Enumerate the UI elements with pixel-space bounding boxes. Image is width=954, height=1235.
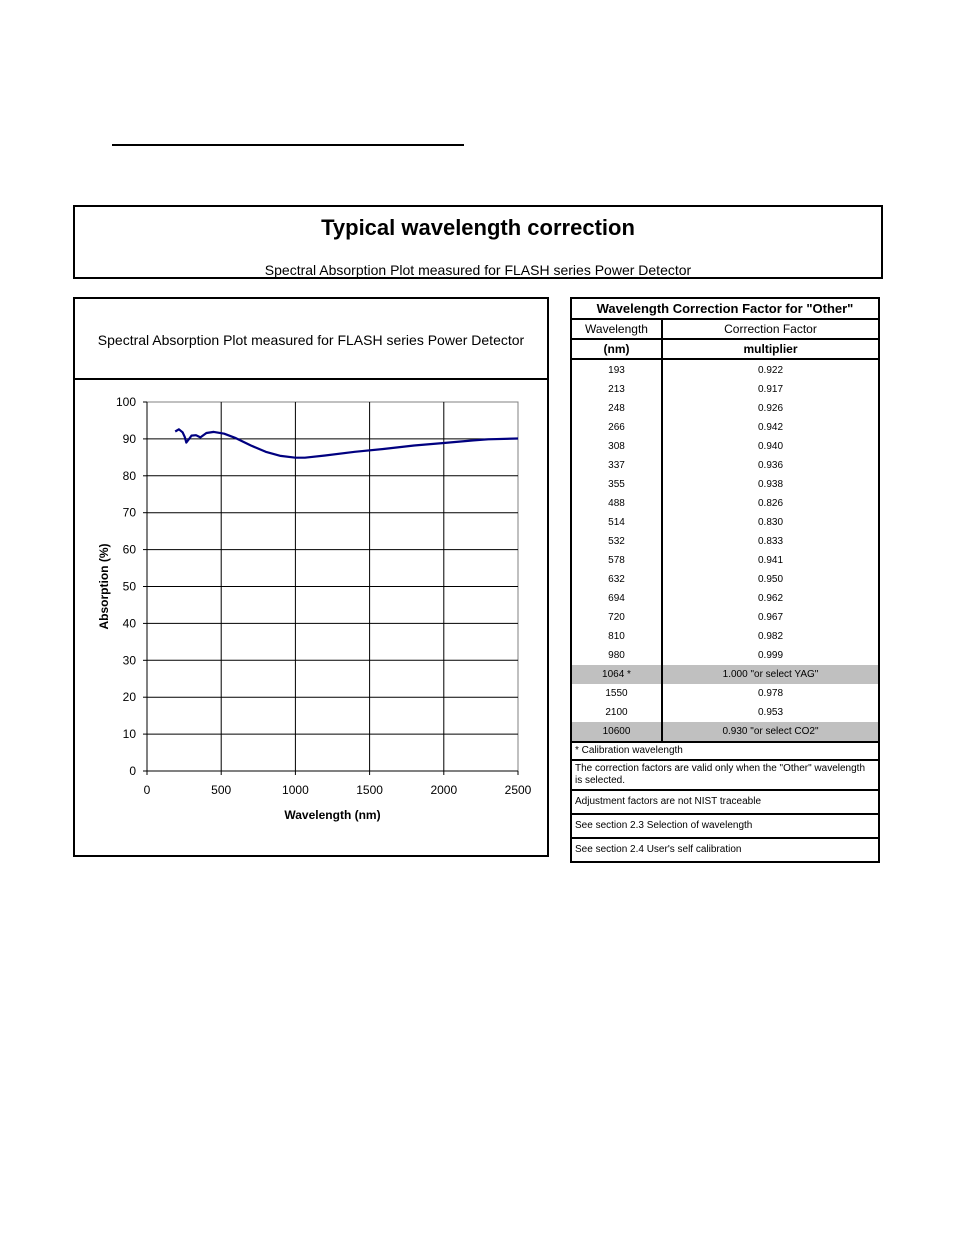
y-tick-label: 80 <box>122 468 136 483</box>
x-tick-label: 2000 <box>430 783 458 797</box>
note-row <box>571 742 879 760</box>
y-tick-label: 10 <box>122 727 136 742</box>
wavelength-cell: 213 <box>571 380 662 399</box>
table-row <box>571 380 879 399</box>
wavelength-cell: 10600 <box>571 722 662 742</box>
factor-cell: 0.982 <box>662 627 879 646</box>
note-row <box>571 790 879 814</box>
y-tick-label: 30 <box>122 653 136 668</box>
wavelength-cell: 514 <box>571 513 662 532</box>
factor-cell: 0.940 <box>662 437 879 456</box>
wavelength-cell: 532 <box>571 532 662 551</box>
table-row <box>571 570 879 589</box>
table-note: See section 2.4 User's self calibration <box>571 838 879 862</box>
table-row <box>571 437 879 456</box>
wavelength-unit: (nm) <box>571 339 662 359</box>
note-row <box>571 760 879 790</box>
x-tick-label: 500 <box>211 783 232 797</box>
table-row <box>571 627 879 646</box>
factor-cell: 0.999 <box>662 646 879 665</box>
table-row <box>571 665 879 684</box>
factor-cell: 0.942 <box>662 418 879 437</box>
factor-cell: 0.967 <box>662 608 879 627</box>
factor-cell: 0.938 <box>662 475 879 494</box>
factor-cell: 0.922 <box>662 359 879 380</box>
absorption-chart <box>75 299 547 855</box>
y-axis-label: Absorption (%) <box>97 543 111 630</box>
y-tick-label: 60 <box>122 542 136 557</box>
correction-factor-table <box>570 297 880 863</box>
table-row <box>571 589 879 608</box>
x-tick-label: 0 <box>143 783 151 797</box>
note-row <box>571 814 879 838</box>
x-tick-label: 1500 <box>356 783 383 797</box>
correction-factor-unit: multiplier <box>662 339 879 359</box>
table-row <box>571 456 879 475</box>
table-row <box>571 551 879 570</box>
header-box <box>73 205 883 279</box>
factor-cell: 0.950 <box>662 570 879 589</box>
factor-cell: 0.830 <box>662 513 879 532</box>
table-row <box>571 418 879 437</box>
page-subtitle: Spectral Absorption Plot measured for FLASH series Power Detector <box>264 262 692 278</box>
wavelength-cell: 248 <box>571 399 662 418</box>
chart-heading-text: Spectral Absorption Plot measured for FLASH series Power Detector <box>97 332 525 348</box>
y-tick-label: 20 <box>122 690 136 705</box>
y-tick-label: 40 <box>122 616 136 631</box>
factor-cell: 0.941 <box>662 551 879 570</box>
table-note: * Calibration wavelength <box>571 742 879 760</box>
factor-cell: 1.000 "or select YAG" <box>662 665 879 684</box>
y-tick-label: 0 <box>129 764 136 778</box>
wavelength-cell: 980 <box>571 646 662 665</box>
x-tick-label: 2500 <box>504 783 532 797</box>
factor-cell: 0.926 <box>662 399 879 418</box>
correction-factor-header: Correction Factor <box>662 319 879 339</box>
wavelength-cell: 2100 <box>571 703 662 722</box>
wavelength-cell: 1550 <box>571 684 662 703</box>
table-row <box>571 513 879 532</box>
y-tick-label: 70 <box>122 505 136 520</box>
x-axis-label: Wavelength (nm) <box>284 808 381 822</box>
table-row <box>571 684 879 703</box>
wavelength-header: Wavelength <box>571 319 662 339</box>
table-note: Adjustment factors are not NIST traceable <box>571 790 879 814</box>
wavelength-cell: 355 <box>571 475 662 494</box>
wavelength-cell: 810 <box>571 627 662 646</box>
table-row <box>571 475 879 494</box>
y-tick-label: 50 <box>122 579 136 594</box>
table-row <box>571 399 879 418</box>
factor-cell: 0.833 <box>662 532 879 551</box>
wavelength-cell: 488 <box>571 494 662 513</box>
table-row <box>571 703 879 722</box>
wavelength-cell: 266 <box>571 418 662 437</box>
wavelength-cell: 578 <box>571 551 662 570</box>
page-title: Typical wavelength correction <box>321 215 635 240</box>
factor-cell: 0.962 <box>662 589 879 608</box>
table-row <box>571 722 879 742</box>
wavelength-cell: 632 <box>571 570 662 589</box>
wavelength-cell: 193 <box>571 359 662 380</box>
wavelength-cell: 694 <box>571 589 662 608</box>
y-tick-label: 100 <box>115 395 136 409</box>
wavelength-cell: 337 <box>571 456 662 475</box>
table-row <box>571 608 879 627</box>
table-title: Wavelength Correction Factor for "Other" <box>571 298 879 319</box>
factor-cell: 0.936 <box>662 456 879 475</box>
y-tick-label: 90 <box>122 431 136 446</box>
factor-cell: 0.930 "or select CO2" <box>662 722 879 742</box>
factor-cell: 0.978 <box>662 684 879 703</box>
top-divider <box>112 144 464 146</box>
wavelength-cell: 308 <box>571 437 662 456</box>
table-row <box>571 494 879 513</box>
x-tick-label: 1000 <box>282 783 309 797</box>
factor-cell: 0.826 <box>662 494 879 513</box>
factor-cell: 0.953 <box>662 703 879 722</box>
chart-panel <box>73 297 549 857</box>
table-row <box>571 532 879 551</box>
table-note: See section 2.3 Selection of wavelength <box>571 814 879 838</box>
wavelength-cell: 720 <box>571 608 662 627</box>
table-row <box>571 359 879 380</box>
table-note: The correction factors are valid only when the "Other" wavelength is selected. <box>571 760 879 790</box>
note-row <box>571 838 879 862</box>
factor-cell: 0.917 <box>662 380 879 399</box>
table-row <box>571 646 879 665</box>
wavelength-cell: 1064 * <box>571 665 662 684</box>
